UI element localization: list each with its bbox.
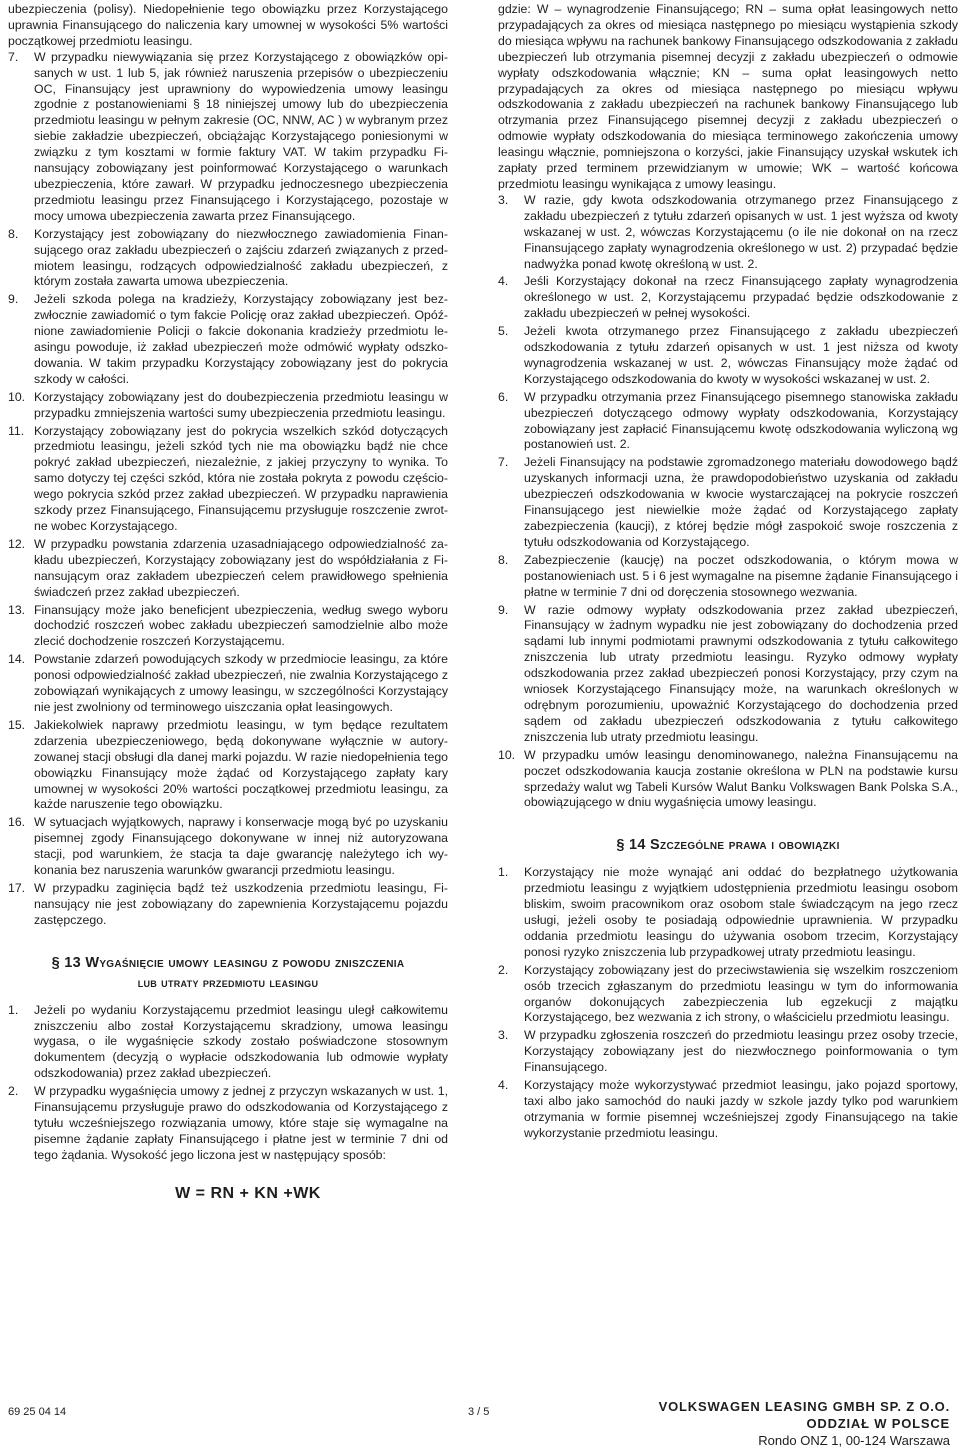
item-number: 11. (8, 423, 25, 438)
numbered-item (498, 274, 958, 322)
item-text: Korzystający jest zobowiązany do niezwłocznego zawiadomienia Finansującego oraz zakładu ubezpieczeń o zajściu zdarzeń związanych z przedmiotem leasingu, rodzących odpowiedzialność zakładu ubezpieczeń, z którym została zawarta umowa ubezpieczenia. (34, 226, 448, 289)
page-number: 3 / 5 (468, 1406, 490, 1418)
item-number: 15. (8, 717, 26, 732)
item-number: 13. (8, 602, 26, 617)
item-number: 8. (8, 226, 19, 241)
numbered-item (8, 718, 448, 813)
section-13-heading-line1: § 13 Wygaśnięcie umowy leasingu z powodu zniszczenia (51, 954, 405, 971)
numbered-item (8, 1003, 448, 1083)
numbered-item (498, 553, 958, 601)
item-number: 10. (8, 389, 26, 404)
item-text: Zabezpieczenie (kaucję) na poczet odszkodowania, o którym mowa w postanowieniach ust. 5 i 6 jest wymagalne na pisemne żądanie Finansującego i płatne w terminie 7 dni od doręczenia stosownego wezwania. (524, 552, 958, 599)
item-number: 4. (498, 274, 509, 289)
numbered-item (8, 50, 448, 225)
numbered-item (8, 537, 448, 601)
numbered-item (498, 865, 958, 960)
item-text: Korzystający nie może wynająć ani oddać do bezpłatnego użytkowania przedmiotu leasingu z wyjątkiem udostępnienia przedmiotu leasingu osobom bliskim, swoim pracownikom oraz osobom stale świadczącym na jego rzecz usługi, jeżeli osoby te posiadają odpowiednie uprawnienia. W przypadku oddania przedmiotu leasingu do używania osobom trzecim, Korzystający ponosi ryzyko zniszczenia lub przypadkowej utraty przedmiotu leasingu. (524, 865, 958, 959)
numbered-item (498, 324, 958, 388)
item-text: W przypadku wygaśnięcia umowy z jednej z przyczyn wskazanych w ust. 1, Finansującemu przysługuje prawo do odszkodowania od Korzystającego z tytułu wcześniejszego rozwiązania umowy, które staje się wymagalne na pisemne żądanie zapłaty Finansującego i płatne jest w terminie 7 dni od tego żądania. Wysokość jego liczona jest w następujący sposób: (34, 1084, 448, 1162)
numbered-item (498, 390, 958, 454)
numbered-item (498, 748, 958, 812)
numbered-item (498, 963, 958, 1027)
item-text: Jeśli Korzystający dokonał na rzecz Finansującego zapłaty wynagrodzenia określonego w ust. 2, Korzystającemu przypadać będzie odszkodowanie z zakładu ubezpieczeń w pełnej wysokości. (524, 274, 958, 321)
item-number: 12. (8, 536, 26, 551)
right-column (498, 2, 958, 1144)
item-number: 4. (498, 1078, 509, 1093)
item-text: Korzystający może wykorzystywać przedmiot leasingu, jako pojazd sportowy, taxi albo jako samochód do nauki jazdy w szkole jazdy tylko pod warunkiem otrzymania w formie pisemnej wcześniejszej zgody Finansującego na takie wykorzystanie przedmiotu leasingu. (524, 1078, 958, 1140)
company-footer (659, 1398, 950, 1449)
document-code: 69 25 04 14 (8, 1406, 67, 1418)
item-number: 17. (8, 880, 26, 895)
item-text: W przypadku zaginięcia bądź też uszkodzenia przedmiotu leasingu, Finansujący nie jest zobowiązany do zapewnienia Korzystającemu pojazdu zastępczego. (34, 880, 448, 927)
numbered-item (8, 652, 448, 716)
numbered-item (498, 603, 958, 746)
numbered-item (498, 1078, 958, 1142)
item-text: Powstanie zdarzeń powodujących szkody w przedmiocie leasingu, za które ponosi odpowiedzialność zakład ubezpieczeń, nie zwalnia Korzystającego z zobowiązań wynikających z umowy leasingu, w szczególności Korzystający nie jest zwolniony od terminowego uiszczania opłat leasingowych. (34, 652, 448, 714)
item-text: Korzystający zobowiązany jest do pokrycia wszelkich szkód dotyczących przedmiotu leasingu, jeżeli szkód tych nie ma obowiązku bądź nie chce pokryć zakład ubezpieczeń, niezależnie, z jakiej przyczyny to wynika. To samo dotyczy tej części szkód, która nie została pokryta z powodu częściowego pokrycia szkód przez zakład ubezpieczeń. W przypadku naprawienia szkody przez Finansującego, Finansującemu przysługuje roszczenie zwrotne wobec Korzystającego. (34, 423, 448, 533)
item-number: 5. (498, 324, 509, 339)
left-column (8, 2, 448, 1202)
item-text: W przypadku zgłoszenia roszczeń do przedmiotu leasingu przez osoby trzecie, Korzystający zobowiązany jest do niezwłocznego poinformowania o tym Finansującego. (524, 1028, 958, 1075)
item-text: Jakiekolwiek naprawy przedmiotu leasingu, w tym będące rezultatem zdarzenia ubezpieczeniowego, będą dokonywane wyłącznie w autoryzowanej stacji obsługi dla danej marki pojazdu. W razie niedopełnienia tego obowiązku Finansujący może żądać od Korzystającego zapłaty kary umownej w wysokości 20% wartości początkowej przedmiotu leasingu, za każde naruszenie tego obowiązku. (34, 717, 448, 812)
item-number: 3. (498, 1028, 509, 1043)
numbered-item (8, 227, 448, 291)
numbered-item (8, 815, 448, 879)
item-text: Korzystający zobowiązany jest do doubezpieczenia przedmiotu leasingu w przypadku zmniejszenia wartości sumy ubezpieczenia przedmiotu leasingu. (34, 389, 448, 420)
left-item-list-b (8, 1003, 448, 1164)
item-text: W razie, gdy kwota odszkodowania otrzymanego przez Finansującego z zakładu ubezpieczeń z tytułu zdarzeń opisanych w ust. 1 jest wyższa od kwoty wskazanej w ust. 2, wówczas Korzystającemu (o ile nie dokonał on na rzecz Finansującego zapłaty wynagrodzenia określonego w ust. 2) przypadać będzie nadwyżka ponad kwotę określoną w ust. 2. (524, 192, 958, 271)
item-number: 9. (8, 292, 19, 307)
section-14-heading: § 14 Szczególne prawa i obowiązki (616, 837, 840, 854)
item-number: 1. (8, 1002, 19, 1017)
item-number: 1. (498, 865, 509, 880)
left-intro-paragraph: ubezpieczenia (polisy). Niedopełnienie tego obowiązku przez Korzystającego uprawnia Finansującego do naliczenia kary umownej w wysokości 5% wartości początkowej przedmiotu leasingu. (8, 2, 448, 48)
item-number: 14. (8, 652, 26, 667)
item-text: Jeżeli po wydaniu Korzystającemu przedmiot leasingu uległ całkowitemu zniszczeniu albo został Korzystającemu skradziony, umowa leasingu wygasa, o ile wygaśnięcie szkody zostało poświadczone stosownym dokumentem (decyzją o wypłacie odszkodowania lub odmowie wypłaty odszkodowania) przez zakład ubezpieczeń. (34, 1002, 448, 1081)
item-text: W sytuacjach wyjątkowych, naprawy i konserwacje mogą być po uzyskaniu pisemnej zgody Finansującego dokonywane w innej niż autoryzowana stacji, pod warunkiem, że stacja ta daje gwarancję należytego ich wykonania bez naruszenia warunków gwarancji przedmiotu leasingu. (34, 815, 448, 878)
company-branch: ODDZIAŁ W POLSCE (806, 1416, 950, 1431)
item-number: 7. (8, 49, 19, 64)
section-13-heading (8, 953, 448, 993)
formula: W = RN + KN +WK (175, 1184, 321, 1202)
numbered-item (8, 1084, 448, 1164)
right-item-list-a (498, 193, 958, 811)
item-text: Finansujący może jako beneficjent ubezpieczenia, według swego wyboru dochodzić roszczeń wobec zakładu ubezpieczeń samodzielnie albo może zlecić dochodzenie roszczeń Korzystającemu. (34, 602, 448, 649)
numbered-item (8, 424, 448, 535)
item-number: 10. (498, 747, 516, 762)
item-text: W przypadku niewywiązania się przez Korzystającego z obowiązków opisanych w ust. 1 lub 5, jak również naruszenia przepisów o ubezpieczeniu OC, Finansujący jest uprawniony do wypowiedzenia umowy leasingu zgodnie z postanowieniami § 18 niniejszej umowy lub do ubezpieczenia przedmiotu leasingu w pełnym zakresie (OC, NNW, AC ) w wybranym przez siebie zakładzie ubezpieczeń, obciążając Korzystającego poniesionymi w związku z tym kosztami w formie faktury VAT. W takim przypadku Finansujący zobowiązany jest poinformować Korzystającego o warunkach ubezpieczenia, które zawarł. W przypadku jednoczesnego ubezpieczenia przedmiotu leasingu przez Finansującego i Korzystającego, pozostaje w mocy umowa ubezpieczenia zawarta przez Finansującego. (34, 49, 448, 223)
item-number: 2. (8, 1084, 19, 1099)
item-number: 9. (498, 602, 509, 617)
item-number: 6. (498, 389, 509, 404)
item-text: Jeżeli szkoda polega na kradzieży, Korzystający zobowiązany jest bezzwłocznie zawiadomić o tym fakcie Policję oraz zakład ubezpieczeń. Opóźnione zawiadomienie Policji o fakcie dokonania kradzieży przedmiotu leasingu powoduje, iż zakład ubezpieczeń może odmówić wypłaty odszkodowania. W takim przypadku Korzystający zobowiązany jest do pokrycia szkody w całości. (34, 292, 448, 386)
item-number: 7. (498, 455, 509, 470)
numbered-item (8, 292, 448, 387)
numbered-item (498, 1028, 958, 1076)
item-number: 3. (498, 192, 509, 207)
item-text: W przypadku umów leasingu denominowanego, należna Finansującemu na poczet odszkodowania kaucja zostanie określona w PLN na podstawie kursu sprzedaży walut wg Tabeli Kursów Walut Banku Volkswagen Bank Polska S.A., obowiązującego w dniu wygaśnięcia umowy leasingu. (524, 747, 958, 810)
item-text: Jeżeli kwota otrzymanego przez Finansującego z zakładu ubezpieczeń odszkodowania z tytułu zdarzeń opisanych w ust. 1 jest niższa od kwoty wynagrodzenia wskazanej w ust. 2, wówczas Finansujący może żądać od Korzystającego odszkodowania do kwoty w wysokości wskazanej w ust. 2. (524, 324, 958, 386)
item-text: W przypadku otrzymania przez Finansującego pisemnego stanowiska zakładu ubezpieczeń dotyczącego odmowy wypłaty odszkodowania, Korzystający zobowiązany jest zapłacić Finansującemu kwotę odszkodowania wyliczoną wg postanowień ust. 2. (524, 389, 958, 452)
left-item-list-a (8, 50, 448, 929)
company-name: VOLKSWAGEN LEASING GMBH SP. Z O.O. (658, 1399, 950, 1414)
item-text: W razie odmowy wypłaty odszkodowania przez zakład ubezpieczeń, Finansujący w żadnym wypadku nie jest zobowiązany do dochodzenia przed sądami lub innymi podmiotami prawnymi odszkodowania z tytułu całkowitego zniszczenia lub utraty przedmiotu leasingu. Ryzyko odmowy wypłaty odszkodowania przez zakład ubezpieczeń ponosi Korzystający, przy czym na wniosek Korzystającego Finansujący może, na warunkach określonych w odrębnym porozumieniu, upoważnić Korzystającego do dochodzenia przed sądem od zakładu ubezpieczeń odszkodowania z tytułu całkowitego zniszczenia lub utraty przedmiotu leasingu. (524, 602, 958, 744)
numbered-item (498, 193, 958, 273)
numbered-item (8, 881, 448, 929)
item-text: Korzystający zobowiązany jest do przeciwstawienia się wszelkim roszczeniom osób trzecich zgłaszanym do przedmiotu leasingu w tym do informowania organów dokonujących zabezpieczenia lub egzekucji z majątku Korzystającego, bez wezwania z ich strony, o właścicielu przedmiotu leasingu. (524, 962, 958, 1025)
numbered-item (498, 455, 958, 550)
right-item-list-b (498, 865, 958, 1141)
item-number: 2. (498, 962, 509, 977)
item-number: 8. (498, 552, 509, 567)
right-intro-paragraph: gdzie: W – wynagrodzenie Finansującego; RN – suma opłat leasingowych netto przypadających za okres od miesiąca następnego po miesiącu wystąpienia szkody do miesiąca wpływu na rachunek bankowy Finansującego odszkodowania z zakładu ubezpieczeń lub otrzymania pisemnej decyzji z zakładu ubezpieczeń o odmowie wypłaty odszkodowania włącznie; KN – suma opłat leasingowych netto przypadających za okres od miesiąca następnego po miesiącu wpływu odszkodowania z zakładu ubezpieczeń na rachunek bankowy Finansującego lub otrzymania przez Finansującego pisemnej decyzji z zakładu ubezpieczeń o odmowie wypłaty odszkodowania do miesiąca terminowego zakończenia umowy leasingu włącznie, pomniejszona o korzyści, jakie Finansujący uzyskał wskutek ich zapłaty przed terminem przewidzianym w umowie; WK – wartość końcowa przedmiotu leasingu wynikająca z umowy leasingu. (498, 2, 958, 191)
section-13-heading-line2: lub utraty przedmiotu leasingu (137, 974, 319, 990)
company-address: Rondo ONZ 1, 00-124 Warszawa (758, 1433, 950, 1448)
numbered-item (8, 390, 448, 422)
item-text: W przypadku powstania zdarzenia uzasadniającego odpowiedzialność zakładu ubezpieczeń, Korzystający zobowiązany jest do współdziałania z Finansującym oraz zakładem ubezpieczeń celem prawidłowego spełnienia świadczeń przez zakład ubezpieczeń. (34, 536, 448, 599)
numbered-item (8, 603, 448, 651)
item-text: Jeżeli Finansujący na podstawie zgromadzonego materiału dowodowego bądź uzyskanych informacji uzna, że prawdopodobieństwo uzyskania od zakładu ubezpieczeń odszkodowania w kwocie wystarczającej na pokrycie roszczeń Finansującego jest niewielkie może żądać od Korzystającego zapłaty zabezpieczenia (kaucji), z której będzie mógł zaspokoić swoje roszczenia z tytułu odszkodowania od Korzystającego. (524, 455, 958, 549)
item-number: 16. (8, 815, 26, 830)
